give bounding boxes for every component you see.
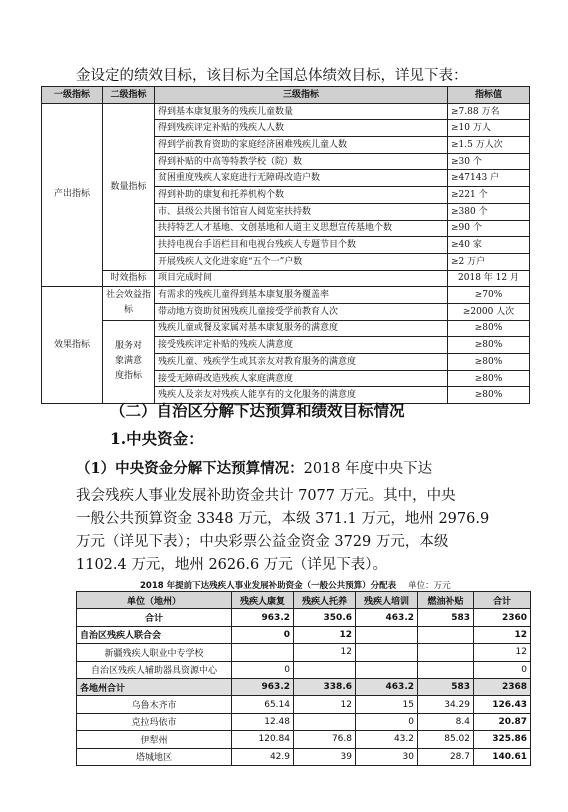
table-row (77, 644, 531, 661)
value-cell: ≥7.88 万名 (448, 103, 530, 120)
amount-cell: 42.9 (232, 748, 294, 765)
amount-cell: 76.8 (294, 731, 356, 748)
intro-line: 金设定的绩效目标，该目标为全国总体绩效目标，详见下表： (76, 68, 468, 84)
indicator-cell: 残疾儿童或餐及家属对基本康复服务的满意度 (155, 320, 448, 337)
amount-cell: 30 (356, 748, 418, 765)
amount-cell: 963.2 (232, 678, 294, 695)
paragraph-line-2: 我会残疾人事业发展补助资金共计 7077 万元。其中，中央 (76, 488, 456, 504)
value-cell: ≥2000 人次 (448, 303, 530, 320)
indicator-cell: 项目完成时间 (155, 270, 448, 287)
table-row (77, 609, 531, 626)
amount-cell: 12 (294, 696, 356, 713)
amount-cell: 2368 (474, 678, 531, 695)
level2-timeliness: 时效指标 (103, 270, 155, 287)
indicator-cell: 得到残疾评定补贴的残疾人人数 (155, 120, 448, 137)
level1-effect: 效果指标 (42, 287, 103, 404)
paragraph-line-1-rest: 2018 年度中央下达 (303, 461, 433, 477)
header-level2: 二级指标 (103, 87, 155, 104)
table-row (77, 626, 531, 643)
unit-name-cell: 自治区残疾人辅助器具资源中心 (77, 661, 232, 678)
amount-cell: 28.7 (418, 748, 474, 765)
amount-cell: 8.4 (418, 713, 474, 730)
indicator-cell: 得到学前教育资助的家庭经济困难残疾儿童人数 (155, 137, 448, 154)
amount-cell (294, 661, 356, 678)
value-cell: ≥80% (448, 370, 530, 387)
amount-cell: 20.87 (474, 713, 531, 730)
table-row (77, 678, 531, 695)
table-row (42, 103, 530, 120)
amount-cell: 583 (418, 678, 474, 695)
value-cell: ≥10 万人 (448, 120, 530, 137)
amount-cell: 463.2 (356, 609, 418, 626)
table-row (42, 287, 530, 304)
unit-name-cell: 各地州合计 (77, 678, 232, 695)
value-cell: ≥380 个 (448, 203, 530, 220)
indicator-cell: 贫困重度残疾人家庭进行无障碍改造户数 (155, 170, 448, 187)
indicator-cell: 接受无障碍改造残疾人家庭满意度 (155, 370, 448, 387)
caption-unit: 单位：万元 (408, 581, 451, 591)
amount-cell: 12 (474, 626, 531, 643)
amount-cell: 120.84 (232, 731, 294, 748)
caption-text: 2018 年提前下达残疾人事业发展补助资金（一般公共预算）分配表 (140, 581, 397, 591)
value-cell: ≥47143 户 (448, 170, 530, 187)
amount-cell: 65.14 (232, 696, 294, 713)
value-cell: ≥70% (448, 287, 530, 304)
amount-cell: 463.2 (356, 678, 418, 695)
amount-cell: 583 (418, 609, 474, 626)
header-unit: 单位（地州） (77, 592, 232, 609)
amount-cell: 15 (356, 696, 418, 713)
table-row (77, 696, 531, 713)
header-training: 残疾人培训 (356, 592, 418, 609)
amount-cell: 963.2 (232, 609, 294, 626)
indicator-cell: 残疾儿童、残疾学生或其亲友对教育服务的满意度 (155, 354, 448, 371)
amount-cell: 12 (294, 626, 356, 643)
amount-cell (356, 644, 418, 661)
indicator-cell: 残疾人及亲友对残疾人能享有的文化服务的满意度 (155, 387, 448, 404)
unit-name-cell: 乌鲁木齐市 (77, 696, 232, 713)
unit-name-cell: 克拉玛依市 (77, 713, 232, 730)
allocation-table-caption (140, 579, 451, 591)
unit-name-cell: 合计 (77, 609, 232, 626)
amount-cell: 2360 (474, 609, 531, 626)
table-header-row (77, 592, 531, 609)
indicator-cell: 得到补助的康复和托养机构个数 (155, 187, 448, 204)
amount-cell: 140.61 (474, 748, 531, 765)
unit-name-cell: 新疆残疾人职业中专学校 (77, 644, 232, 661)
amount-cell: 0 (232, 626, 294, 643)
table-header-row (42, 87, 530, 104)
indicator-cell: 市、县级公共图书馆盲人阅览室扶持数 (155, 203, 448, 220)
header-total: 合计 (474, 592, 531, 609)
value-cell: ≥80% (448, 337, 530, 354)
value-cell: ≥30 个 (448, 153, 530, 170)
indicator-cell: 得到基本康复服务的残疾儿童数量 (155, 103, 448, 120)
header-care: 残疾人托养 (294, 592, 356, 609)
level2-quantity: 数量指标 (103, 103, 155, 270)
table-row (77, 661, 531, 678)
value-cell: ≥80% (448, 320, 530, 337)
value-cell: ≥40 家 (448, 237, 530, 254)
header-fuel-subsidy: 燃油补贴 (418, 592, 474, 609)
paragraph-lead: （1）中央资金分解下达预算情况： (76, 460, 304, 477)
amount-cell: 0 (356, 713, 418, 730)
unit-name-cell: 自治区残疾人联合会 (77, 626, 232, 643)
paragraph-line-1 (76, 457, 432, 478)
paragraph-line-4: 万元（详见下表）；中央彩票公益金资金 3729 万元，本级 (76, 534, 449, 550)
value-cell: ≥90 个 (448, 220, 530, 237)
value-cell: ≥221 个 (448, 187, 530, 204)
table-row (42, 270, 530, 287)
paragraph-line-5: 1102.4 万元，地州 2626.6 万元（详见下表）。 (76, 557, 388, 573)
amount-cell: 350.6 (294, 609, 356, 626)
amount-cell (356, 626, 418, 643)
level2-satisfaction: 服务对象满意度指标 (103, 320, 155, 403)
table-row (42, 320, 530, 337)
level2-social: 社会效益指标 (103, 287, 155, 320)
indicator-cell: 扶持电视台手语栏目和电视台残疾人专题节目个数 (155, 237, 448, 254)
header-level3: 三级指标 (155, 87, 448, 104)
amount-cell (294, 713, 356, 730)
amount-cell (418, 644, 474, 661)
table-row (77, 731, 531, 748)
indicator-cell: 开展残疾人文化进家庭“五个一”户数 (155, 253, 448, 270)
amount-cell: 12 (294, 644, 356, 661)
amount-cell: 39 (294, 748, 356, 765)
amount-cell: 12 (474, 644, 531, 661)
indicator-cell: 带动地方资助贫困残疾儿童接受学前教育人次 (155, 303, 448, 320)
value-cell: ≥80% (448, 387, 530, 404)
header-rehab: 残疾人康复 (232, 592, 294, 609)
amount-cell (232, 644, 294, 661)
amount-cell: 34.29 (418, 696, 474, 713)
amount-cell: 12.48 (232, 713, 294, 730)
paragraph-line-3: 一般公共预算资金 3348 万元，本级 371.1 万元，地州 2976.9 (76, 511, 490, 527)
amount-cell (356, 661, 418, 678)
value-cell: ≥80% (448, 354, 530, 371)
subsection-title: 1.中央资金： (110, 429, 204, 448)
table-row (77, 713, 531, 730)
amount-cell: 325.86 (474, 731, 531, 748)
unit-name-cell: 塔城地区 (77, 748, 232, 765)
unit-name-cell: 伊犁州 (77, 731, 232, 748)
indicator-cell: 扶持特艺人才基地、文创基地和人道主义思想宣传基地个数 (155, 220, 448, 237)
header-value: 指标值 (448, 87, 530, 104)
amount-cell (418, 661, 474, 678)
amount-cell: 85.02 (418, 731, 474, 748)
amount-cell: 0 (474, 661, 531, 678)
indicator-cell: 接受残疾评定补贴的残疾人满意度 (155, 337, 448, 354)
performance-target-table (41, 86, 530, 404)
level1-output: 产出指标 (42, 103, 103, 287)
value-cell: ≥2 万户 (448, 253, 530, 270)
amount-cell: 338.6 (294, 678, 356, 695)
amount-cell: 0 (232, 661, 294, 678)
table-row (77, 748, 531, 765)
amount-cell: 126.43 (474, 696, 531, 713)
allocation-table (76, 591, 531, 766)
amount-cell (418, 626, 474, 643)
value-cell: ≥1.5 万人次 (448, 137, 530, 154)
indicator-cell: 有需求的残疾儿童得到基本康复服务覆盖率 (155, 287, 448, 304)
value-cell: 2018 年 12 月 (448, 270, 530, 287)
section-title: （二）自治区分解下达预算和绩效目标情况 (110, 401, 405, 420)
indicator-cell: 得到补贴的中高等特教学校（院）数 (155, 153, 448, 170)
amount-cell: 43.2 (356, 731, 418, 748)
header-level1: 一级指标 (42, 87, 103, 104)
